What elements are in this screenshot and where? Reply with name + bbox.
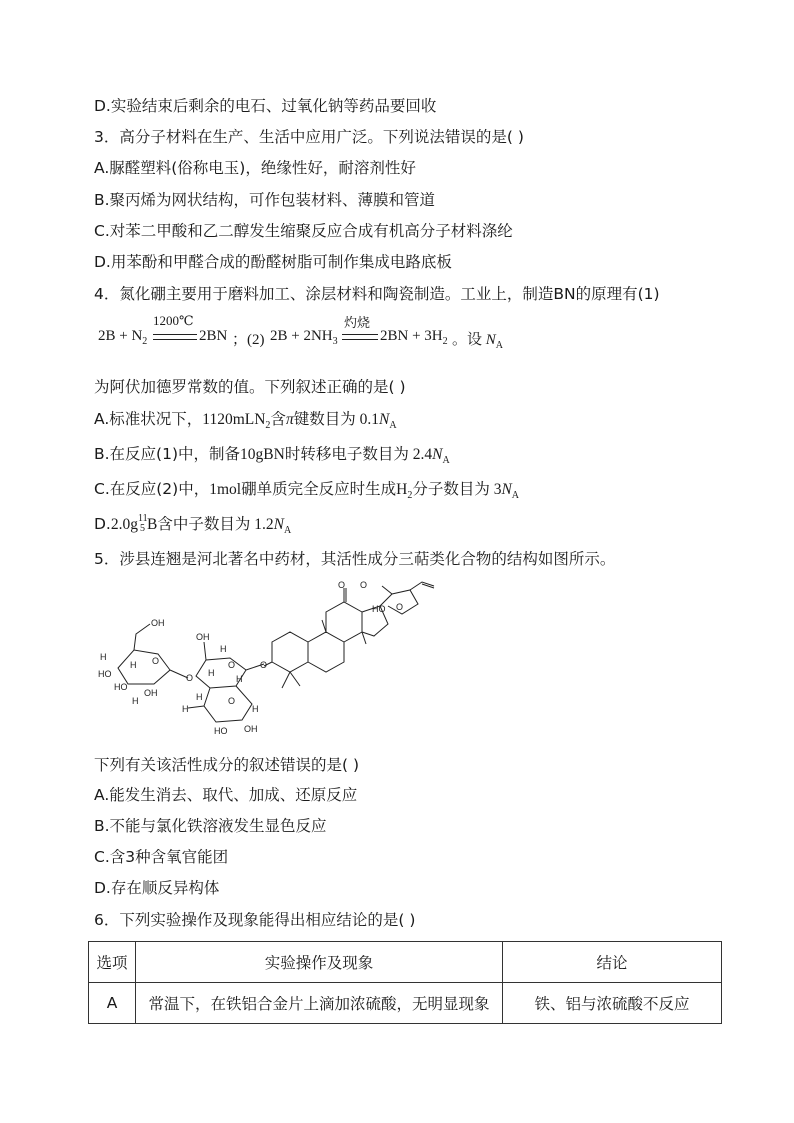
- svg-text:HO: HO: [98, 669, 112, 679]
- svg-text:OH: OH: [196, 632, 210, 642]
- question-4-stem: 4．氮化硼主要用于磨料加工、涂层材料和陶瓷制造。工业上，制造BN的原理有(1): [94, 285, 660, 303]
- svg-text:H: H: [100, 652, 107, 662]
- svg-text:OH: OH: [144, 688, 158, 698]
- reaction-1-left: $2B + N_2$: [98, 328, 148, 347]
- reaction-2-condition: 灼烧: [344, 316, 371, 331]
- cell-option: A: [89, 983, 136, 1024]
- q4-option-b: B.在反应(1)中，制备10gBN时转移电子数目为 $2.4N_A$: [94, 445, 450, 467]
- reaction-1-equal-sign: [153, 334, 197, 340]
- reaction-2-label: ；(2): [232, 332, 265, 348]
- cell-conclusion: 铁、铝与浓硫酸不反应: [503, 983, 722, 1024]
- svg-text:H: H: [236, 674, 243, 684]
- triterpenoid-structure-diagram: [96, 580, 436, 738]
- q2-option-d: D.实验结束后剩余的电石、过氧化钠等药品要回收: [94, 97, 437, 115]
- table-header-row: [89, 942, 722, 983]
- q5-option-d: D.存在顺反异构体: [94, 879, 220, 897]
- svg-text:HO: HO: [372, 604, 386, 614]
- q4-option-a: A.标准状况下，1120mLN$_2$含π键数目为 $0.1N_A$: [94, 410, 397, 432]
- experiment-table: [88, 941, 722, 1024]
- q3-option-b: B.聚丙烯为网状结构，可作包装材料、薄膜和管道: [94, 191, 436, 209]
- table-row: [89, 983, 722, 1024]
- svg-text:O: O: [338, 580, 346, 590]
- svg-text:O: O: [360, 580, 368, 590]
- header-conclusion: 结论: [503, 942, 722, 983]
- question-6-stem: 6．下列实验操作及现象能得出相应结论的是( ): [94, 911, 416, 929]
- svg-text:O: O: [260, 660, 268, 670]
- svg-text:H: H: [130, 660, 137, 670]
- svg-text:HO: HO: [114, 682, 128, 692]
- reaction-2-left: $2B + 2NH_3$: [270, 328, 338, 347]
- question-5-prompt: 下列有关该活性成分的叙述错误的是( ): [94, 756, 360, 774]
- svg-text:O: O: [228, 660, 236, 670]
- reaction-2-right: $2BN + 3H_2$: [380, 328, 448, 347]
- svg-text:H: H: [208, 668, 215, 678]
- svg-text:O: O: [152, 656, 160, 666]
- svg-text:HO: HO: [214, 726, 228, 736]
- question-4-continued: 为阿伏加德罗常数的值。下列叙述正确的是( ): [94, 378, 406, 396]
- svg-text:O: O: [186, 673, 194, 683]
- svg-text:H: H: [220, 644, 227, 654]
- q5-option-c: C.含3种含氧官能团: [94, 848, 229, 866]
- svg-text:H: H: [196, 692, 203, 702]
- avogadro-intro: 。设 $N_A$: [452, 332, 504, 351]
- header-operation: 实验操作及现象: [136, 942, 503, 983]
- q4-option-d: D.2.0g 11 5 B含中子数目为 $1.2N_A$: [94, 513, 292, 537]
- q4-option-c: C.在反应(2)中，1mol硼单质完全反应时生成$H_2$分子数目为 $3N_A$: [94, 480, 520, 502]
- q3-option-c: C.对苯二甲酸和乙二醇发生缩聚反应合成有机高分子材料涤纶: [94, 222, 513, 240]
- q3-option-d: D.用苯酚和甲醛合成的酚醛树脂可制作集成电路底板: [94, 253, 452, 271]
- reaction-1-condition: 1200℃: [153, 313, 194, 328]
- svg-text:OH: OH: [151, 618, 165, 628]
- reaction-2-equal-sign: [342, 334, 378, 340]
- q3-option-a: A.脲醛塑料(俗称电玉)，绝缘性好，耐溶剂性好: [94, 159, 416, 177]
- cell-operation: 常温下，在铁铝合金片上滴加浓硫酸，无明显现象: [136, 983, 503, 1024]
- svg-text:OH: OH: [244, 724, 258, 734]
- svg-text:H: H: [252, 704, 259, 714]
- svg-text:H: H: [182, 704, 189, 714]
- q5-option-b: B.不能与氯化铁溶液发生显色反应: [94, 817, 327, 835]
- svg-text:O: O: [396, 602, 404, 612]
- q5-option-a: A.能发生消去、取代、加成、还原反应: [94, 786, 358, 804]
- svg-text:H: H: [132, 696, 139, 706]
- header-option: 选项: [89, 942, 136, 983]
- svg-text:O: O: [228, 696, 236, 706]
- question-3-stem: 3．高分子材料在生产、生活中应用广泛。下列说法错误的是( ): [94, 128, 524, 146]
- question-5-stem: 5．涉县连翘是河北著名中药材，其活性成分三萜类化合物的结构如图所示。: [94, 550, 616, 568]
- reaction-1-right: 2BN: [199, 328, 228, 344]
